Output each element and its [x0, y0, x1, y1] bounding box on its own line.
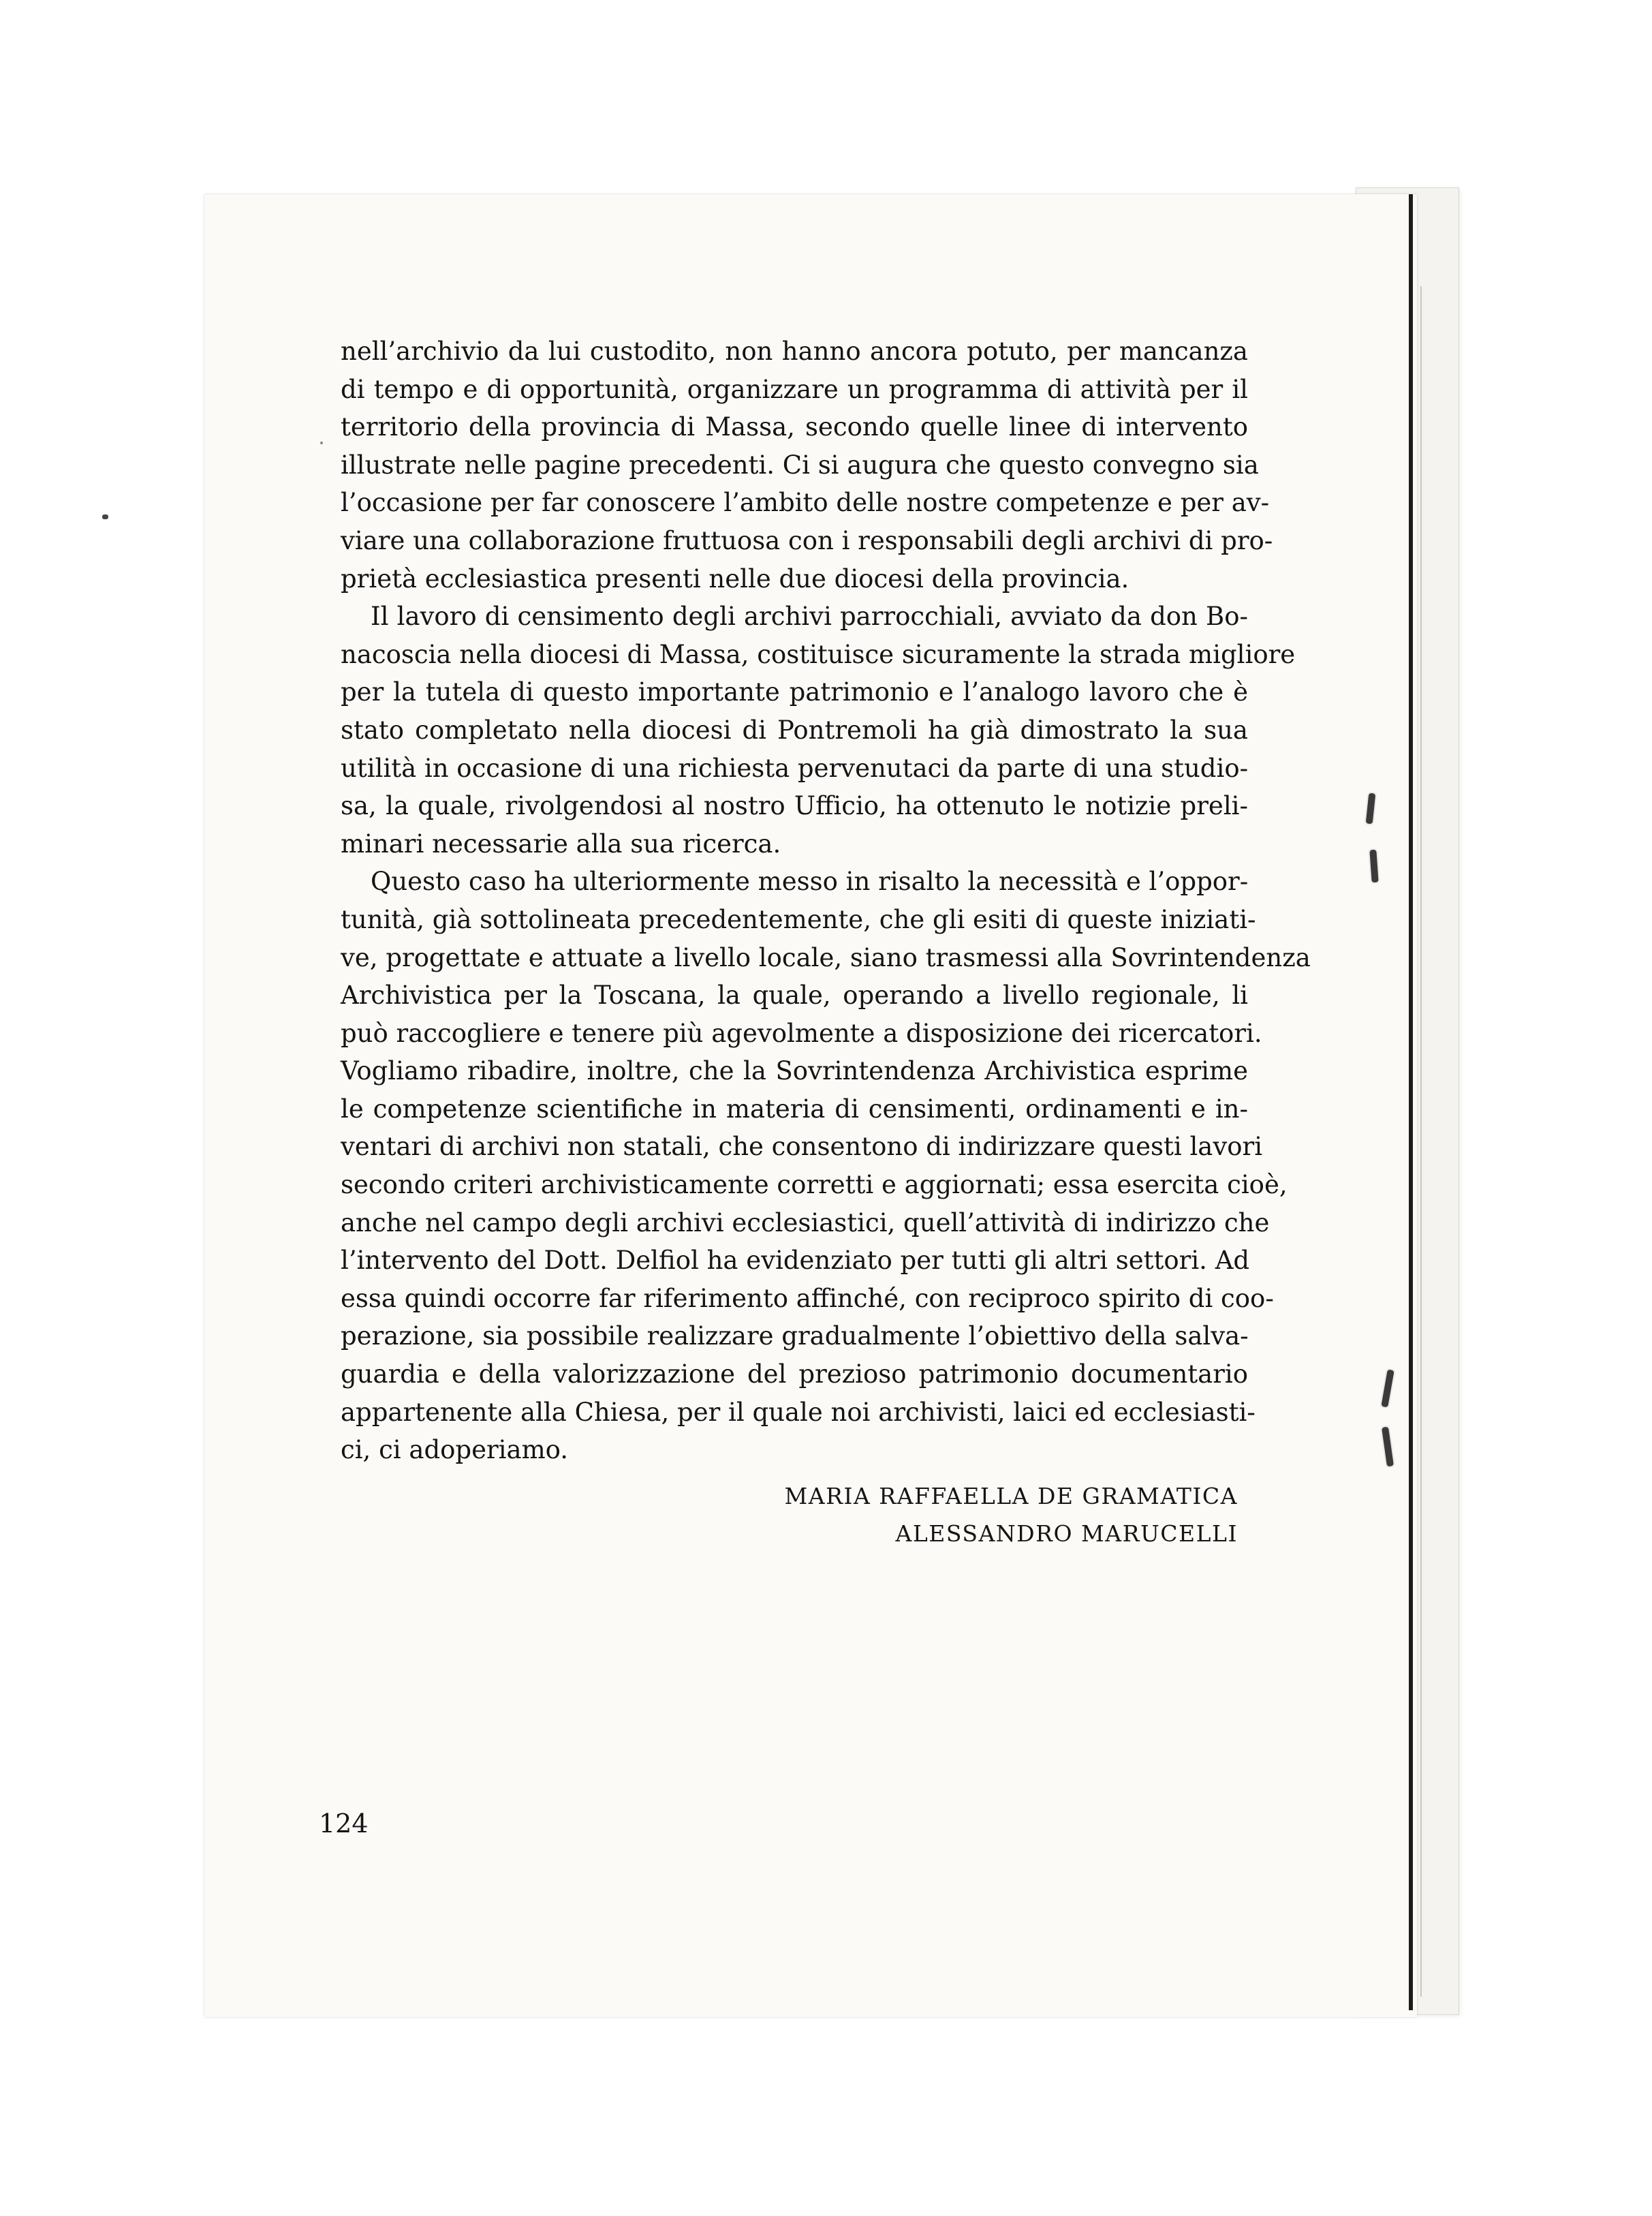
paragraph: [341, 333, 1273, 598]
scan-speck: [102, 514, 108, 519]
text-line: sa, la quale, rivolgendosi al nostro Ufficio, ha ottenuto le notizie preli-: [341, 791, 1248, 821]
text-line: prietà ecclesiastica presenti nelle due diocesi della provincia.: [341, 564, 1129, 594]
text-line: per la tutela di questo importante patrimonio e l’analogo lavoro che è: [341, 677, 1248, 707]
signature-block: [784, 1477, 1238, 1552]
body-text: [341, 333, 1311, 1469]
underlying-page-fold: [1420, 286, 1422, 1997]
text-line: territorio della provincia di Massa, secondo quelle linee di intervento: [341, 412, 1248, 442]
text-line: Archivistica per la Toscana, la quale, operando a livello regionale, li: [341, 981, 1248, 1011]
text-line: Questo caso ha ulteriormente messo in risalto la necessità e l’oppor-: [371, 867, 1249, 897]
text-line: ve, progettate e attuate a livello locale, siano trasmessi alla Sovrintendenza: [341, 942, 1311, 972]
page-number: 124: [319, 1809, 369, 1838]
text-line: anche nel campo degli archivi ecclesiastici, quell’attività di indirizzo che: [341, 1207, 1270, 1237]
paragraph: [341, 598, 1296, 863]
text-line: ci, ci adoperiamo.: [341, 1435, 569, 1465]
text-line: l’occasione per far conoscere l’ambito delle nostre competenze e per av-: [341, 488, 1270, 518]
text-line: minari necessarie alla sua ricerca.: [341, 829, 781, 859]
text-line: nell’archivio da lui custodito, non hanno ancora potuto, per mancanza: [341, 337, 1248, 366]
text-line: perazione, sia possibile realizzare gradualmente l’obiettivo della salva-: [341, 1321, 1249, 1351]
scan-speck: [320, 442, 323, 444]
text-line: le competenze scientifiche in materia di censimenti, ordinamenti e in-: [341, 1094, 1248, 1124]
signature-line: MARIA RAFFAELLA DE GRAMATICA: [784, 1483, 1238, 1509]
paragraph: [341, 863, 1311, 1469]
signature-line: ALESSANDRO MARUCELLI: [895, 1520, 1238, 1547]
text-line: nacoscia nella diocesi di Massa, costituisce sicuramente la strada migliore: [341, 639, 1296, 669]
text-line: l’intervento del Dott. Delfiol ha evidenziato per tutti gli altri settori. Ad: [341, 1246, 1250, 1276]
binding-edge: [1409, 194, 1413, 2010]
text-line: ventari di archivi non statali, che consentono di indirizzare questi lavori: [341, 1132, 1263, 1162]
text-line: illustrate nelle pagine precedenti. Ci si augura che questo convegno sia: [341, 450, 1259, 480]
text-line: stato completato nella diocesi di Pontremoli ha già dimostrato la sua: [341, 715, 1248, 745]
text-line: guardia e della valorizzazione del prezioso patrimonio documentario: [341, 1359, 1248, 1389]
text-line: di tempo e di opportunità, organizzare un programma di attività per il: [341, 374, 1248, 404]
text-line: può raccogliere e tenere più agevolmente a disposizione dei ricercatori.: [341, 1018, 1262, 1048]
text-line: Vogliamo ribadire, inoltre, che la Sovrintendenza Archivistica esprime: [341, 1056, 1248, 1086]
text-line: secondo criteri archivisticamente corretti e aggiornati; essa esercita cioè,: [341, 1170, 1288, 1200]
text-line: Il lavoro di censimento degli archivi parrocchiali, avviato da don Bo-: [371, 602, 1248, 632]
text-line: appartenente alla Chiesa, per il quale noi archivisti, laici ed ecclesiasti-: [341, 1397, 1256, 1427]
text-line: tunità, già sottolineata precedentemente, che gli esiti di queste iniziati-: [341, 904, 1256, 934]
text-line: essa quindi occorre far riferimento affinché, con reciproco spirito di coo-: [341, 1283, 1274, 1313]
text-line: utilità in occasione di una richiesta pervenutaci da parte di una studio-: [341, 753, 1249, 783]
text-line: viare una collaborazione fruttuosa con i responsabili degli archivi di pro-: [341, 525, 1273, 555]
